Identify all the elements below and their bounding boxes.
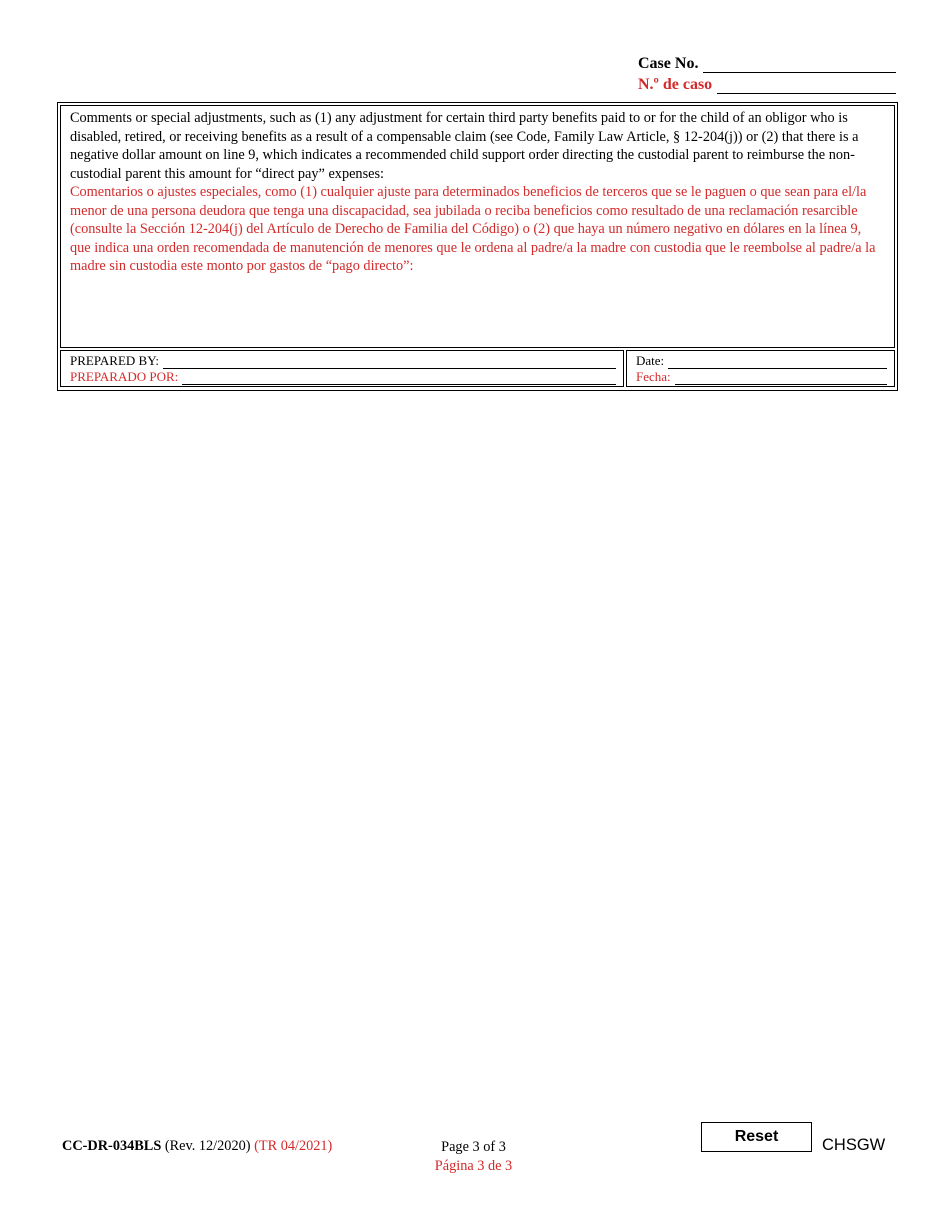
form-revision: (Rev. 12/2020) <box>164 1138 251 1154</box>
prepared-by-cell <box>60 350 624 387</box>
reset-button[interactable]: Reset <box>701 1122 812 1152</box>
comments-box[interactable] <box>60 105 895 348</box>
date-label-es: Fecha: <box>636 369 671 384</box>
case-number-row[interactable] <box>638 52 896 73</box>
comments-input[interactable] <box>70 276 885 344</box>
page-number-es: Página 3 de 3 <box>434 1158 513 1174</box>
form-code: CHSGW <box>822 1136 886 1154</box>
case-number-label-es: N.º de caso <box>638 76 713 93</box>
prepared-by-field-es[interactable] <box>182 371 616 385</box>
translation-revision: (TR 04/2021) <box>254 1138 333 1154</box>
page-number <box>380 1138 567 1176</box>
comments-instructions-es: Comentarios o ajustes especiales, como (1) cualquier ajuste para determinados beneficios de terceros que se le paguen o que sean para el/la menor de una persona deudora que tenga una discapacidad, sea jubilada o reciba beneficios como resultado de una reclamación resarcible (consulte la Sección 12-204(j) del Artículo de Derecho de Familia del Código) o (2) que haya un número negativo en dólares en la línea 9, que indica una orden recomendada de manutención de menores que le ordena al padre/a la madre con custodia que le reembolse al padre/a la madre sin custodia este monto por gastos de “pago directo”: <box>70 184 876 274</box>
case-number-field-es[interactable] <box>717 77 896 94</box>
page-number-en: Page 3 of 3 <box>441 1139 506 1155</box>
case-number-row-es[interactable] <box>638 73 896 94</box>
date-label: Date: <box>636 353 665 368</box>
date-field-es[interactable] <box>675 371 887 385</box>
date-cell <box>626 350 895 387</box>
signature-row <box>60 350 895 387</box>
prepared-by-label: PREPARED BY: <box>70 353 159 368</box>
date-field[interactable] <box>668 355 887 369</box>
prepared-by-field[interactable] <box>163 355 616 369</box>
case-number-block <box>638 52 896 94</box>
form-identifier <box>62 1138 332 1155</box>
case-number-field[interactable] <box>703 56 896 73</box>
form-id: CC-DR-034BLS <box>62 1138 162 1154</box>
prepared-by-label-es: PREPARADO POR: <box>70 369 179 384</box>
comments-instructions-en: Comments or special adjustments, such as (1) any adjustment for certain third party benefits paid to or for the child of an obligor who is disabled, retired, or receiving benefits as a result of a compensable claim (see Code, Family Law Article, § 12-204(j)) or (2) that there is a negative dollar amount on line 9, which indicates a recommended child support order directing the custodial parent to reimburse the non-custodial parent this amount for “direct pay” expenses: <box>70 110 859 182</box>
case-number-label: Case No. <box>638 55 699 72</box>
comments-form <box>57 102 898 391</box>
